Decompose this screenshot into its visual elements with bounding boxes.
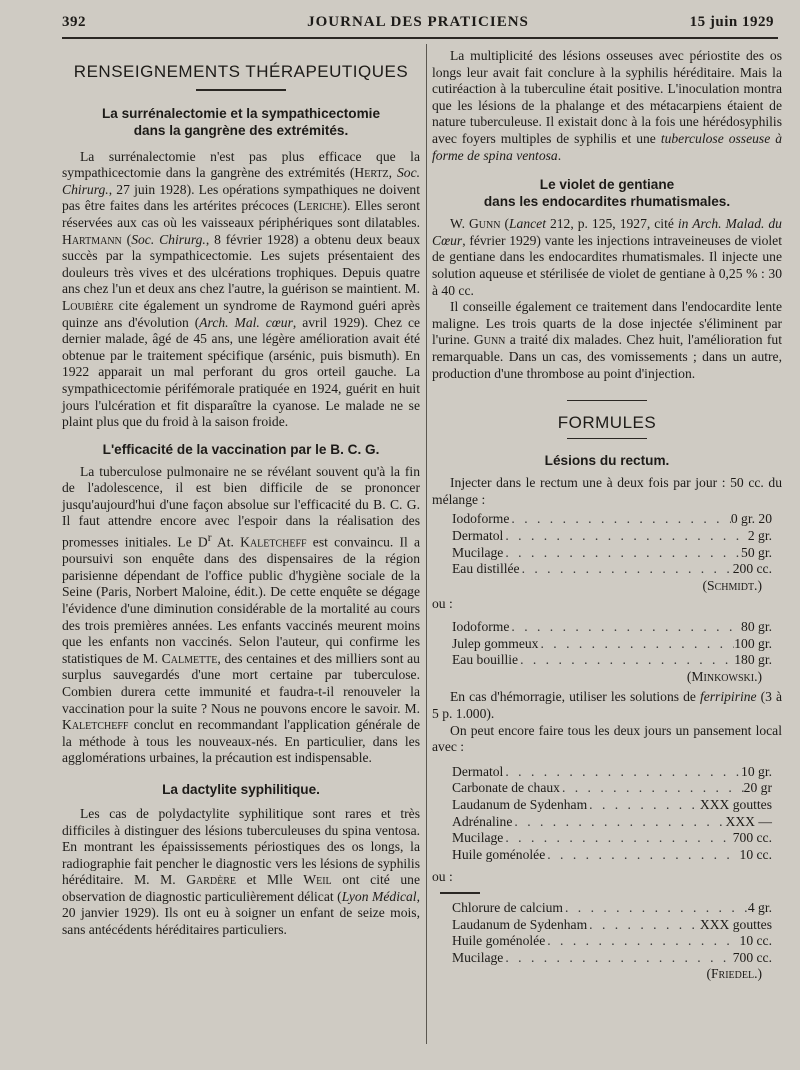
prescription-row [452,652,772,669]
article-body-dactylite-cont [432,48,782,164]
prescription-row [452,511,772,528]
italic-run: tuberculose osseuse à forme de spina ventosa [432,130,782,163]
text-run: At. [211,534,241,550]
text-run: La surrénalectomie n'est pas plus efficace que la sympathicectomie dans la gangrène des extrémités ( [62,148,420,181]
author-name: Gunn [473,332,506,348]
article-title-line: La surrénalectomie et la sympathicectomie [101,105,381,121]
quantity: 200 cc. [732,561,772,577]
formula-intro: Injecter dans le rectum une à deux fois par jour : 50 cc. du mélange : [432,475,782,507]
text-run: En cas d'hémorragie, utiliser les solutions de [450,689,700,705]
prescription-schmidt [452,511,772,594]
text-run: , février 1929) vante les injections intraveineuses de violet de gentiane dans les endocardites rhumatismales. Il injecte une solution aqueuse et stérilisée de violet de gentiane à 0,25 % : 30 à 40 cc. [432,232,782,298]
prescription-row [452,917,772,934]
author-name: Leriche [298,198,343,214]
author-name: Kaletcheff [240,534,307,550]
superscript: r [207,532,212,545]
quantity: 700 cc. [732,949,772,965]
leader-dots [545,933,739,950]
quantity: 2 gr. [747,528,772,544]
article-body-gentiane-2 [432,299,782,382]
text-run: est convaincu. Il a poursuivi son enquête dans des dispensaires de la région parisienne dépendant de l'office public d'hygiène sociale de la Seine (Paris, Norbert Maloine, édit.). De cette enquête se dégage l'évidence d'une diminution considérable de la mortalité au cours des trois premières années. Les enfants vaccinés meurent moins que les enfants non vaccinés. Selon l'auteur, qui confirme les statistiques de M. [62,534,421,666]
quantity: 700 cc. [732,830,772,846]
text-run: , 8 février 1928) a obtenu deux beaux succès par la sympathicectomie. Les sujets présentaient des douleurs très vives et des ulcérations trophiques. Depuis quatre ans chez l'un et deux ans chez l'autre, la guérison se maintient. M. [62,231,420,297]
article-title-line: dans les endocardites rhumatismales. [483,194,731,210]
leader-dots [503,528,747,545]
prescription-author: (Minkowski.) [686,668,762,684]
hemorrhage-note [432,689,782,722]
section-title: RENSEIGNEMENTS THÉRAPEUTIQUES [73,62,409,81]
prescription-row [452,528,772,545]
quantity: 50 gr. [741,544,772,560]
prescription-row [452,814,772,831]
text-run: cite également un syndrome de Raymond guéri après quinze ans d'évolution ( [62,297,420,330]
quantity: 10 cc. [739,933,772,949]
author-name: Gardère [186,872,237,888]
journal-ref: Lyon Médical [341,888,417,904]
quantity: 0 gr. 20 [730,511,772,527]
ingredient: Mucilage [452,830,504,846]
text-run: 212, p. 125, 1927, cité [545,216,678,232]
text-run: , 27 juin 1928). Les opérations sympathiques ne doivent pas être faites dans les artérites précoces ( [62,181,420,214]
prescription-row [452,561,772,578]
text-run: a traité dix malades. Chez huit, l'amélioration fut remarquable. Dans un cas, des vomissements ; dans un autre, production d'une thrombose au point d'injection. [432,332,782,381]
text-run: (3 à 5 p. 1.000). [432,689,782,721]
leader-dots [518,652,734,669]
ingredient: Laudanum de Sydenham [452,916,588,932]
ingredient: Iodoforme [452,511,510,527]
text-run: La tuberculose pulmonaire ne se révélant souvent qu'à la fin de l'adolescence, il est bien difficile de se prononcer jusqu'aujourd'hui d'une façon absolue sur l'efficacité du B. C. G. Il faut attendre encore avec l'espoir dans la réalisation des promesses initiales. Le D [62,463,420,550]
column-divider [426,44,427,1044]
prescription-author: (Friedel.) [706,966,762,982]
text-run: ont cité une observation de diagnostic particulièrement délicat ( [62,872,420,904]
leader-dots [509,511,730,528]
leader-dots [587,797,700,814]
ingredient: Mucilage [452,544,504,560]
author-name: Kaletcheff [62,717,129,733]
text-run: conclut en recommandant l'application générale de la méthode à tous les nouveaux-nés. En particulier, dans les agglomérations urbaines, la précaution est indispensable. [62,717,420,766]
ingredient: Iodoforme [452,619,510,635]
leader-dots [563,900,748,917]
alternative-label: ou : [432,596,453,612]
quantity: XXX — [725,813,772,829]
ingredient: Julep gommeux [452,635,539,651]
quantity: XXX gouttes [699,916,772,932]
author-name: Gunn [468,216,501,232]
text-run: , des centaines et des milliers sont au surplus sauvegardés d'une mort certaine par tuberculose. Combien durera cette immunité et faudra-t-il renouveler la vaccination pour la suite ? Nous ne pouvons encore le savoir. M. [62,650,420,716]
pansement-note: On peut encore faire tous les deux jours un pansement local avec : [432,722,782,755]
leader-dots [545,847,739,864]
journal-ref: Soc. Chirurg. [131,231,206,247]
prescription-minkowski [452,619,772,685]
ingredient: Dermatol [452,763,504,779]
quantity: 20 gr [743,780,772,796]
right-column [432,48,782,983]
text-run: ( [500,216,509,232]
journal-ref: Soc. Chirurg. [62,165,421,197]
leader-dots [512,814,725,831]
leader-dots [520,561,733,578]
ingredient: Eau distillée [452,561,520,577]
header-rule [62,37,778,39]
ingredient: Chlorure de calcium [452,899,563,915]
prescription-row [452,950,772,967]
leader-dots [587,917,700,934]
article-title-dactylite: La dactylite syphilitique. [162,781,320,797]
prescription-row [452,764,772,781]
journal-ref: Lancet [508,216,546,232]
prescription-pansement [452,764,772,864]
leader-dots [560,780,744,797]
text-run: , 20 janvier 1929). Ils ont eu à soigner un enfant de seize mois, sans antécédents héréditaires particuliers. [62,888,420,938]
ingredient: Eau bouillie [452,652,519,668]
prescription-row [452,847,772,864]
journal-title: JOURNAL DES PRATICIENS [307,14,529,30]
ingredient: Laudanum de Sydenham [452,796,588,812]
ingredient: Adrénaline [452,813,513,829]
ingredient: Huile goménolée [452,933,546,949]
text-run: . [557,147,562,163]
leader-dots [503,830,732,847]
ingredient: Carbonate de chaux [452,780,560,796]
separator-rule [567,400,647,401]
quantity: 80 gr. [741,619,772,635]
quantity: 180 gr. [734,652,772,668]
prescription-row [452,780,772,797]
article-title-line: Le violet de gentiane [539,177,675,193]
article-body-surrenalectomie [62,149,420,431]
journal-ref: Arch. Mal. cœur [199,314,293,330]
text-run: , [388,165,397,181]
quantity: XXX gouttes [699,796,772,812]
page-number: 392 [62,14,86,30]
ingredient: Mucilage [452,949,504,965]
text-run: Les cas de polydactylite syphilitique sont rares et très difficiles à distinguer des lésions tuberculeuses du spina ventosa. En montrant les épaississements périostiques des os longs, la radiographie fait pencher le diagnostic vers les lésions de syphilis héréditaire. M. M. [62,805,420,888]
text-run: ). Elles seront réservées aux cas où les vaisseaux périphériques sont dilatables. [62,198,420,230]
issue-date: 15 juin 1929 [689,14,774,30]
article-title-gentiane [432,176,782,210]
ingredient: Huile goménolée [452,846,546,862]
leader-dots [509,619,741,636]
quantity: 4 gr. [747,899,772,915]
prescription-row [452,619,772,636]
text-run: et Mlle [236,872,304,888]
prescription-friedel [452,900,772,983]
prescription-row [452,797,772,814]
leader-dots [503,764,741,781]
leader-dots [503,545,741,562]
leader-dots [538,636,734,653]
article-body-gentiane [432,216,782,299]
article-body-dactylite [62,806,420,939]
author-name: Loubière [62,297,114,313]
author-name: Hartmann [62,231,122,247]
prescription-row [452,545,772,562]
left-column [62,48,420,939]
ingredient: Dermatol [452,528,504,544]
lesions-rectum-title: Lésions du rectum. [544,452,670,468]
leader-dots [503,950,732,967]
prescription-author: (Schmidt.) [702,577,762,593]
alternative-label: ou : [432,869,453,885]
prescription-row [452,830,772,847]
author-name: Calmette [161,650,218,666]
author-name: Weil [303,872,332,888]
prescription-row [452,636,772,653]
text-run: La multiplicité des lésions osseuses avec périostite des os longs leur avait fait conclure à la syphilis héréditaire. Mais la cutiréaction à la tuberculine était positive. L'inoculation montra que les lésions de la phalange et des métacarpiens étaient de nature tuberculeuse. Il existait donc à la fois une hérédosyphilis avec foyers multiples de syphilis et une [432,48,782,146]
text-run: Il conseille également ce traitement dans l'endocardite lente maligne. Les trois quarts de la dose injectée s'éliminent par l'urine. [432,299,782,348]
article-body-bcg [62,464,420,767]
italic-run: ferripirine [699,689,757,705]
short-rule [440,892,480,894]
quantity: 10 gr. [741,763,772,779]
quantity: 10 cc. [739,846,772,862]
journal-ref: in Arch. Malad. du Cœur [432,216,782,248]
prescription-row [452,900,772,917]
article-title-surrenalectomie [62,105,420,139]
text-run: W. [450,216,469,232]
running-header [62,14,774,36]
article-title-line: dans la gangrène des extrémités. [133,122,349,138]
text-run: , avril 1929). Chez ce dernier malade, âgé de 45 ans, une légère amélioration avait été obtenue par le traitement spécifique (arsénic, puis bismuth). En 1922 apparait un mal perforant du gros orteil gauche. La sympathicectomie périfémorale pratiquée en 1924, guérit en huit jours l'ulcération et fit disparaître la cyanose. Le malade ne se plaint plus que du froid à la saison froide. [62,314,421,430]
author-name: Hertz [354,165,389,181]
article-title-bcg: L'efficacité de la vaccination par le B. C. G. [102,441,380,457]
text-run: ( [121,231,132,247]
prescription-row [452,933,772,950]
quantity: 100 gr. [734,635,772,651]
formules-title: FORMULES [557,413,657,433]
